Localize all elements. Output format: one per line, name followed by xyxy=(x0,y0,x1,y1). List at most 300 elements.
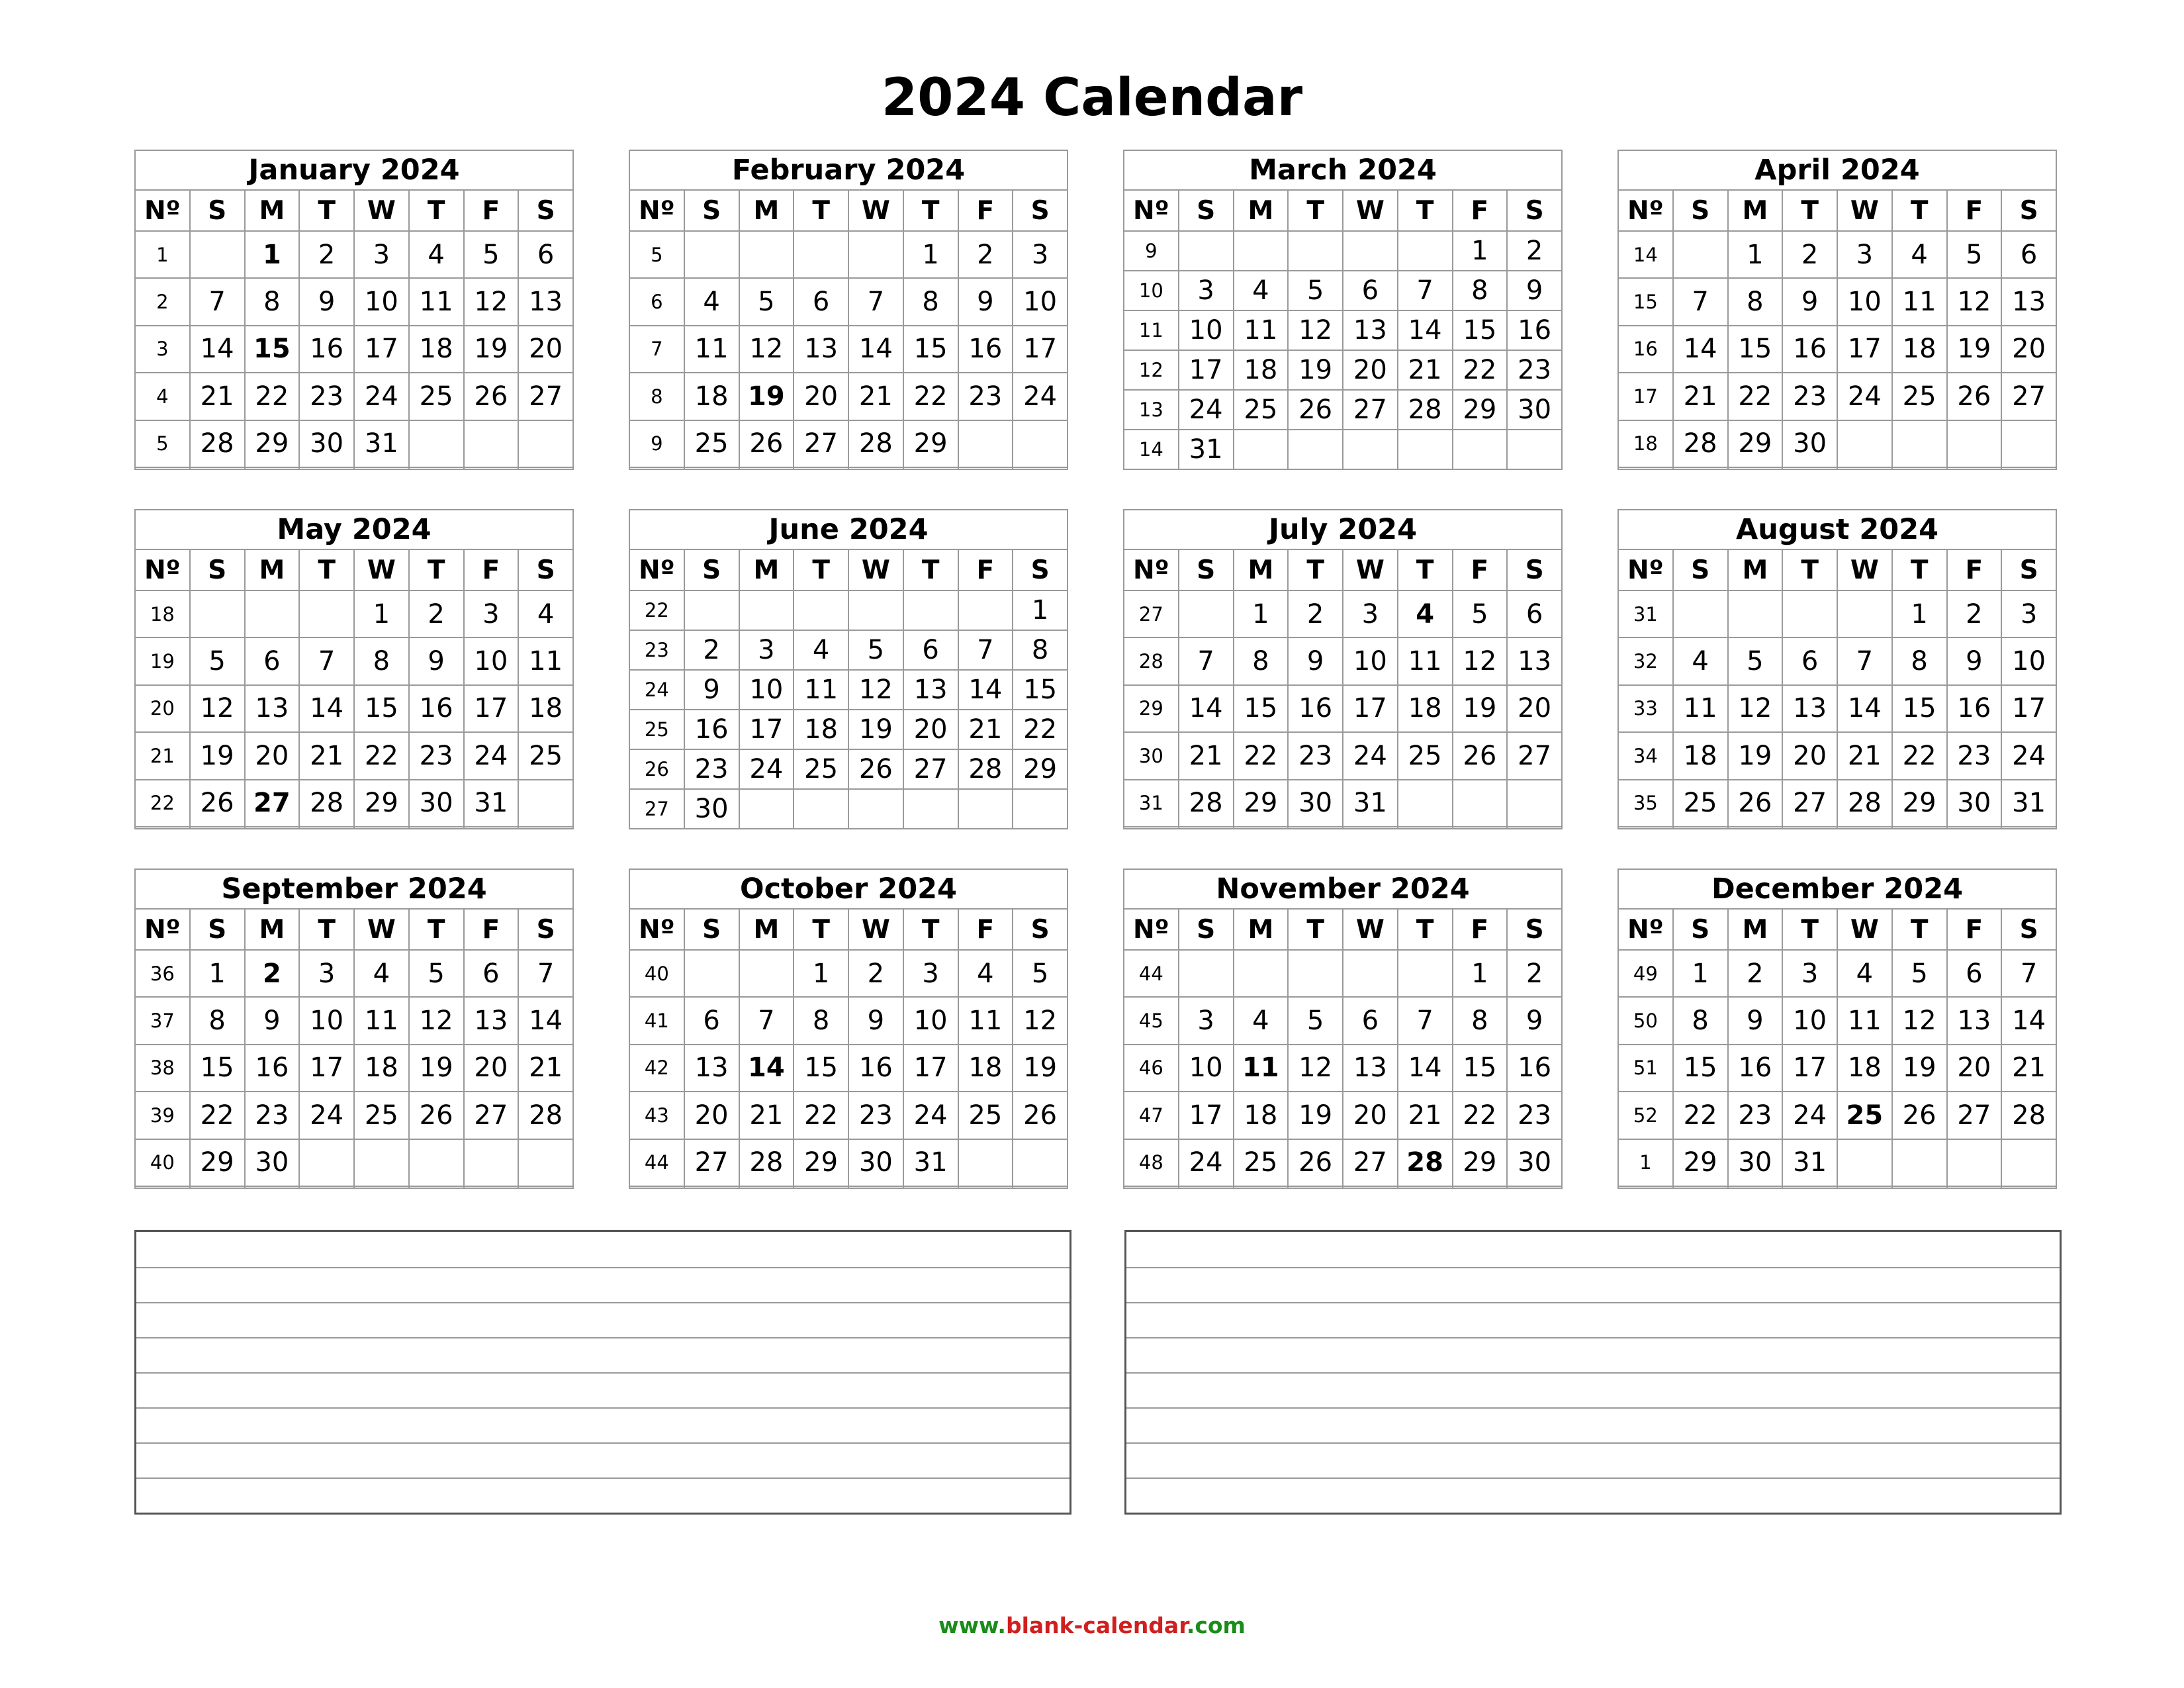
day-cell[interactable]: 20 xyxy=(794,373,848,420)
day-cell[interactable]: 29 xyxy=(1453,1139,1508,1186)
day-cell[interactable]: 20 xyxy=(1782,732,1837,779)
day-cell[interactable]: 9 xyxy=(1288,637,1343,684)
day-cell[interactable]: 6 xyxy=(2001,231,2056,278)
day-cell[interactable]: 8 xyxy=(1234,637,1289,684)
day-cell[interactable]: 2 xyxy=(299,231,354,278)
day-cell[interactable] xyxy=(1179,827,1234,829)
day-cell[interactable]: 14 xyxy=(1673,326,1728,373)
day-cell[interactable]: 22 xyxy=(1453,350,1508,390)
day-cell[interactable] xyxy=(409,827,464,829)
day-cell[interactable]: 27 xyxy=(1343,1139,1398,1186)
day-cell[interactable]: 16 xyxy=(299,326,354,373)
day-cell[interactable]: 21 xyxy=(1398,1092,1453,1139)
day-cell[interactable]: 18 xyxy=(1837,1045,1892,1092)
day-cell[interactable]: 29 xyxy=(190,1139,245,1186)
day-cell[interactable]: 5 xyxy=(1288,997,1343,1044)
day-cell[interactable] xyxy=(1947,827,2002,829)
day-cell[interactable] xyxy=(903,789,958,829)
day-cell[interactable]: 23 xyxy=(958,373,1013,420)
day-cell[interactable]: 24 xyxy=(1179,1139,1234,1186)
day-cell[interactable]: 7 xyxy=(1398,271,1453,310)
day-cell[interactable]: 8 xyxy=(1728,278,1783,325)
day-cell[interactable]: 5 xyxy=(409,950,464,997)
day-cell[interactable]: 12 xyxy=(409,997,464,1044)
day-cell[interactable] xyxy=(1947,467,2002,469)
day-cell[interactable]: 24 xyxy=(299,1092,354,1139)
day-cell[interactable] xyxy=(1398,1186,1453,1188)
day-cell[interactable] xyxy=(1728,467,1783,469)
day-cell[interactable]: 20 xyxy=(1343,1092,1398,1139)
day-cell[interactable]: 6 xyxy=(464,950,519,997)
day-cell[interactable]: 14 xyxy=(2001,997,2056,1044)
day-cell[interactable]: 25 xyxy=(518,732,573,779)
day-cell[interactable] xyxy=(518,827,573,829)
day-cell[interactable]: 26 xyxy=(1288,390,1343,430)
day-cell[interactable] xyxy=(1782,1186,1837,1188)
day-cell[interactable]: 25 xyxy=(1892,373,1947,420)
day-cell[interactable]: 29 xyxy=(1234,780,1289,827)
day-cell[interactable]: 24 xyxy=(1343,732,1398,779)
day-cell[interactable]: 23 xyxy=(1507,350,1562,390)
day-cell[interactable] xyxy=(1892,467,1947,469)
day-cell[interactable] xyxy=(245,467,300,469)
day-cell[interactable]: 3 xyxy=(464,590,519,637)
day-cell[interactable]: 18 xyxy=(1892,326,1947,373)
day-cell[interactable] xyxy=(739,231,794,278)
day-cell[interactable]: 30 xyxy=(684,789,739,829)
day-cell[interactable]: 20 xyxy=(464,1045,519,1092)
day-cell[interactable]: 29 xyxy=(1728,420,1783,467)
day-cell[interactable]: 30 xyxy=(1507,390,1562,430)
day-cell[interactable]: 8 xyxy=(903,278,958,325)
day-cell[interactable]: 13 xyxy=(903,670,958,710)
day-cell[interactable]: 22 xyxy=(1453,1092,1508,1139)
day-cell[interactable]: 7 xyxy=(848,278,903,325)
day-cell[interactable]: 25 xyxy=(958,1092,1013,1139)
day-cell[interactable]: 3 xyxy=(299,950,354,997)
day-cell[interactable]: 21 xyxy=(1837,732,1892,779)
day-cell[interactable]: 15 xyxy=(1728,326,1783,373)
day-cell[interactable]: 1 xyxy=(1453,950,1508,997)
day-cell[interactable]: 10 xyxy=(2001,637,2056,684)
day-cell[interactable]: 5 xyxy=(1288,271,1343,310)
day-cell[interactable] xyxy=(848,231,903,278)
day-cell[interactable]: 14 xyxy=(1837,685,1892,732)
day-cell[interactable]: 9 xyxy=(1507,997,1562,1044)
day-cell[interactable]: 29 xyxy=(1892,780,1947,827)
day-cell[interactable]: 3 xyxy=(903,950,958,997)
day-cell[interactable] xyxy=(684,950,739,997)
day-cell[interactable]: 9 xyxy=(958,278,1013,325)
day-cell[interactable] xyxy=(1837,1186,1892,1188)
day-cell[interactable]: 12 xyxy=(1288,1045,1343,1092)
day-cell[interactable]: 10 xyxy=(903,997,958,1044)
day-cell[interactable]: 17 xyxy=(1013,326,1068,373)
day-cell[interactable] xyxy=(1892,1139,1947,1186)
day-cell[interactable]: 30 xyxy=(1507,1139,1562,1186)
day-cell[interactable]: 10 xyxy=(1013,278,1068,325)
day-cell[interactable] xyxy=(1453,1186,1508,1188)
day-cell[interactable]: 15 xyxy=(1453,1045,1508,1092)
day-cell[interactable] xyxy=(1728,1186,1783,1188)
day-cell[interactable]: 24 xyxy=(2001,732,2056,779)
day-cell[interactable]: 29 xyxy=(245,420,300,467)
day-cell[interactable]: 26 xyxy=(1892,1092,1947,1139)
day-cell[interactable] xyxy=(1837,1139,1892,1186)
day-cell[interactable] xyxy=(739,467,794,469)
day-cell[interactable] xyxy=(1179,231,1234,271)
day-cell[interactable]: 17 xyxy=(1782,1045,1837,1092)
day-cell[interactable]: 11 xyxy=(409,278,464,325)
day-cell[interactable] xyxy=(1892,827,1947,829)
day-cell[interactable]: 22 xyxy=(1013,710,1068,749)
day-cell[interactable]: 22 xyxy=(1673,1092,1728,1139)
day-cell[interactable]: 4 xyxy=(1892,231,1947,278)
day-cell[interactable] xyxy=(739,789,794,829)
day-cell[interactable]: 19 xyxy=(409,1045,464,1092)
day-cell[interactable]: 30 xyxy=(848,1139,903,1186)
day-cell[interactable]: 20 xyxy=(518,326,573,373)
day-cell[interactable]: 18 xyxy=(794,710,848,749)
day-cell[interactable]: 1 xyxy=(1673,950,1728,997)
day-cell[interactable] xyxy=(1343,231,1398,271)
day-cell[interactable]: 11 xyxy=(354,997,409,1044)
day-cell[interactable] xyxy=(1179,950,1234,997)
day-cell[interactable]: 12 xyxy=(848,670,903,710)
day-cell[interactable]: 6 xyxy=(1507,590,1562,637)
day-cell[interactable]: 10 xyxy=(299,997,354,1044)
day-cell[interactable]: 16 xyxy=(848,1045,903,1092)
day-cell[interactable]: 15 xyxy=(1892,685,1947,732)
day-cell[interactable]: 26 xyxy=(464,373,519,420)
day-cell[interactable]: 6 xyxy=(794,278,848,325)
day-cell[interactable]: 18 xyxy=(409,326,464,373)
day-cell[interactable]: 7 xyxy=(1398,997,1453,1044)
day-cell[interactable]: 8 xyxy=(1013,630,1068,670)
day-cell[interactable]: 11 xyxy=(1673,685,1728,732)
day-cell[interactable] xyxy=(464,827,519,829)
day-cell[interactable] xyxy=(794,590,848,630)
day-cell[interactable]: 25 xyxy=(1837,1092,1892,1139)
day-cell[interactable]: 30 xyxy=(1947,780,2002,827)
day-cell[interactable]: 27 xyxy=(1947,1092,2002,1139)
day-cell[interactable] xyxy=(1288,231,1343,271)
day-cell[interactable]: 10 xyxy=(1837,278,1892,325)
day-cell[interactable]: 26 xyxy=(409,1092,464,1139)
day-cell[interactable]: 8 xyxy=(190,997,245,1044)
day-cell[interactable]: 3 xyxy=(2001,590,2056,637)
day-cell[interactable]: 27 xyxy=(245,780,300,827)
day-cell[interactable]: 7 xyxy=(958,630,1013,670)
day-cell[interactable] xyxy=(794,789,848,829)
day-cell[interactable]: 26 xyxy=(848,749,903,789)
day-cell[interactable] xyxy=(299,467,354,469)
day-cell[interactable] xyxy=(1343,1186,1398,1188)
day-cell[interactable]: 12 xyxy=(1453,637,1508,684)
day-cell[interactable]: 7 xyxy=(2001,950,2056,997)
day-cell[interactable]: 4 xyxy=(794,630,848,670)
day-cell[interactable]: 22 xyxy=(245,373,300,420)
day-cell[interactable]: 1 xyxy=(1453,231,1508,271)
day-cell[interactable]: 8 xyxy=(1453,997,1508,1044)
day-cell[interactable]: 22 xyxy=(1728,373,1783,420)
day-cell[interactable]: 3 xyxy=(739,630,794,670)
day-cell[interactable] xyxy=(1837,590,1892,637)
day-cell[interactable]: 25 xyxy=(684,420,739,467)
day-cell[interactable]: 23 xyxy=(1947,732,2002,779)
day-cell[interactable]: 19 xyxy=(1453,685,1508,732)
day-cell[interactable]: 29 xyxy=(1013,749,1068,789)
day-cell[interactable]: 27 xyxy=(1507,732,1562,779)
day-cell[interactable]: 1 xyxy=(1728,231,1783,278)
day-cell[interactable]: 23 xyxy=(684,749,739,789)
day-cell[interactable] xyxy=(1234,827,1289,829)
day-cell[interactable] xyxy=(1013,467,1068,469)
day-cell[interactable]: 13 xyxy=(684,1045,739,1092)
day-cell[interactable]: 28 xyxy=(958,749,1013,789)
day-cell[interactable] xyxy=(299,827,354,829)
day-cell[interactable] xyxy=(409,420,464,467)
day-cell[interactable]: 13 xyxy=(1782,685,1837,732)
day-cell[interactable]: 15 xyxy=(1013,670,1068,710)
day-cell[interactable]: 6 xyxy=(518,231,573,278)
day-cell[interactable]: 15 xyxy=(1453,310,1508,350)
footer-url[interactable] xyxy=(0,1613,2184,1638)
day-cell[interactable]: 28 xyxy=(848,420,903,467)
day-cell[interactable] xyxy=(1179,590,1234,637)
day-cell[interactable]: 16 xyxy=(1728,1045,1783,1092)
day-cell[interactable]: 16 xyxy=(1507,310,1562,350)
day-cell[interactable]: 6 xyxy=(245,637,300,684)
day-cell[interactable]: 2 xyxy=(409,590,464,637)
day-cell[interactable]: 10 xyxy=(1179,310,1234,350)
day-cell[interactable]: 4 xyxy=(518,590,573,637)
day-cell[interactable]: 11 xyxy=(794,670,848,710)
day-cell[interactable] xyxy=(1507,780,1562,827)
day-cell[interactable] xyxy=(1343,827,1398,829)
day-cell[interactable] xyxy=(1398,231,1453,271)
day-cell[interactable]: 21 xyxy=(739,1092,794,1139)
day-cell[interactable] xyxy=(190,231,245,278)
day-cell[interactable]: 23 xyxy=(299,373,354,420)
day-cell[interactable]: 18 xyxy=(518,685,573,732)
day-cell[interactable]: 9 xyxy=(1947,637,2002,684)
day-cell[interactable]: 24 xyxy=(464,732,519,779)
day-cell[interactable]: 17 xyxy=(354,326,409,373)
day-cell[interactable]: 10 xyxy=(464,637,519,684)
day-cell[interactable]: 2 xyxy=(1507,231,1562,271)
day-cell[interactable] xyxy=(464,420,519,467)
day-cell[interactable]: 11 xyxy=(958,997,1013,1044)
day-cell[interactable]: 24 xyxy=(903,1092,958,1139)
day-cell[interactable]: 28 xyxy=(299,780,354,827)
day-cell[interactable] xyxy=(518,780,573,827)
day-cell[interactable]: 5 xyxy=(1892,950,1947,997)
day-cell[interactable] xyxy=(848,789,903,829)
day-cell[interactable]: 13 xyxy=(1947,997,2002,1044)
day-cell[interactable]: 15 xyxy=(903,326,958,373)
day-cell[interactable]: 1 xyxy=(1234,590,1289,637)
day-cell[interactable]: 4 xyxy=(1234,271,1289,310)
day-cell[interactable]: 13 xyxy=(794,326,848,373)
day-cell[interactable]: 22 xyxy=(903,373,958,420)
day-cell[interactable]: 19 xyxy=(1947,326,2002,373)
day-cell[interactable]: 16 xyxy=(1947,685,2002,732)
day-cell[interactable]: 21 xyxy=(2001,1045,2056,1092)
day-cell[interactable] xyxy=(1728,827,1783,829)
day-cell[interactable]: 15 xyxy=(794,1045,848,1092)
day-cell[interactable] xyxy=(848,1186,903,1188)
day-cell[interactable] xyxy=(958,1186,1013,1188)
day-cell[interactable] xyxy=(1782,467,1837,469)
day-cell[interactable]: 10 xyxy=(739,670,794,710)
day-cell[interactable]: 10 xyxy=(1343,637,1398,684)
day-cell[interactable] xyxy=(464,1186,519,1188)
day-cell[interactable]: 21 xyxy=(958,710,1013,749)
day-cell[interactable] xyxy=(1673,590,1728,637)
day-cell[interactable]: 7 xyxy=(1837,637,1892,684)
day-cell[interactable] xyxy=(299,1139,354,1186)
day-cell[interactable]: 5 xyxy=(1013,950,1068,997)
day-cell[interactable] xyxy=(245,1186,300,1188)
day-cell[interactable]: 3 xyxy=(1782,950,1837,997)
day-cell[interactable]: 9 xyxy=(1728,997,1783,1044)
day-cell[interactable]: 29 xyxy=(903,420,958,467)
day-cell[interactable] xyxy=(2001,827,2056,829)
day-cell[interactable]: 4 xyxy=(1234,997,1289,1044)
day-cell[interactable]: 26 xyxy=(1947,373,2002,420)
day-cell[interactable]: 7 xyxy=(739,997,794,1044)
day-cell[interactable]: 3 xyxy=(1179,997,1234,1044)
day-cell[interactable]: 18 xyxy=(354,1045,409,1092)
day-cell[interactable]: 9 xyxy=(245,997,300,1044)
day-cell[interactable]: 27 xyxy=(1343,390,1398,430)
day-cell[interactable]: 9 xyxy=(299,278,354,325)
day-cell[interactable]: 31 xyxy=(1179,430,1234,469)
day-cell[interactable]: 2 xyxy=(1728,950,1783,997)
day-cell[interactable]: 9 xyxy=(848,997,903,1044)
day-cell[interactable]: 25 xyxy=(1398,732,1453,779)
day-cell[interactable]: 12 xyxy=(1728,685,1783,732)
day-cell[interactable]: 14 xyxy=(1398,310,1453,350)
day-cell[interactable] xyxy=(1507,1186,1562,1188)
day-cell[interactable]: 6 xyxy=(1782,637,1837,684)
day-cell[interactable]: 7 xyxy=(190,278,245,325)
day-cell[interactable] xyxy=(518,1186,573,1188)
day-cell[interactable]: 12 xyxy=(464,278,519,325)
day-cell[interactable]: 2 xyxy=(1288,590,1343,637)
notes-box-left[interactable] xyxy=(134,1230,1071,1515)
day-cell[interactable]: 14 xyxy=(739,1045,794,1092)
day-cell[interactable]: 16 xyxy=(684,710,739,749)
day-cell[interactable]: 12 xyxy=(1892,997,1947,1044)
day-cell[interactable] xyxy=(1013,420,1068,467)
day-cell[interactable] xyxy=(684,231,739,278)
day-cell[interactable] xyxy=(1288,950,1343,997)
day-cell[interactable]: 22 xyxy=(1234,732,1289,779)
day-cell[interactable] xyxy=(1234,1186,1289,1188)
day-cell[interactable]: 1 xyxy=(245,231,300,278)
day-cell[interactable]: 10 xyxy=(1179,1045,1234,1092)
day-cell[interactable]: 26 xyxy=(739,420,794,467)
day-cell[interactable] xyxy=(464,467,519,469)
day-cell[interactable]: 3 xyxy=(1343,590,1398,637)
day-cell[interactable]: 16 xyxy=(245,1045,300,1092)
day-cell[interactable]: 21 xyxy=(848,373,903,420)
day-cell[interactable] xyxy=(1673,827,1728,829)
day-cell[interactable] xyxy=(518,467,573,469)
day-cell[interactable]: 16 xyxy=(1288,685,1343,732)
day-cell[interactable]: 20 xyxy=(1947,1045,2002,1092)
day-cell[interactable]: 19 xyxy=(1728,732,1783,779)
day-cell[interactable]: 13 xyxy=(518,278,573,325)
day-cell[interactable]: 10 xyxy=(1782,997,1837,1044)
day-cell[interactable]: 20 xyxy=(2001,326,2056,373)
day-cell[interactable]: 27 xyxy=(684,1139,739,1186)
day-cell[interactable]: 14 xyxy=(848,326,903,373)
day-cell[interactable] xyxy=(739,950,794,997)
day-cell[interactable]: 15 xyxy=(190,1045,245,1092)
day-cell[interactable] xyxy=(1179,1186,1234,1188)
day-cell[interactable]: 21 xyxy=(1179,732,1234,779)
day-cell[interactable]: 21 xyxy=(1673,373,1728,420)
day-cell[interactable]: 8 xyxy=(1892,637,1947,684)
day-cell[interactable]: 20 xyxy=(1507,685,1562,732)
day-cell[interactable]: 4 xyxy=(958,950,1013,997)
day-cell[interactable]: 11 xyxy=(1234,310,1289,350)
day-cell[interactable] xyxy=(354,1139,409,1186)
day-cell[interactable]: 17 xyxy=(299,1045,354,1092)
day-cell[interactable]: 9 xyxy=(409,637,464,684)
day-cell[interactable]: 8 xyxy=(1673,997,1728,1044)
day-cell[interactable]: 30 xyxy=(1782,420,1837,467)
day-cell[interactable] xyxy=(1453,430,1508,469)
day-cell[interactable]: 19 xyxy=(848,710,903,749)
day-cell[interactable]: 18 xyxy=(1234,350,1289,390)
day-cell[interactable] xyxy=(1782,590,1837,637)
day-cell[interactable] xyxy=(1507,827,1562,829)
day-cell[interactable] xyxy=(1892,1186,1947,1188)
day-cell[interactable]: 22 xyxy=(1892,732,1947,779)
day-cell[interactable]: 17 xyxy=(2001,685,2056,732)
day-cell[interactable]: 28 xyxy=(1837,780,1892,827)
day-cell[interactable] xyxy=(1837,420,1892,467)
day-cell[interactable]: 18 xyxy=(1673,732,1728,779)
day-cell[interactable]: 31 xyxy=(1343,780,1398,827)
day-cell[interactable]: 6 xyxy=(1343,997,1398,1044)
day-cell[interactable]: 24 xyxy=(1782,1092,1837,1139)
day-cell[interactable]: 28 xyxy=(190,420,245,467)
day-cell[interactable] xyxy=(1288,1186,1343,1188)
day-cell[interactable]: 31 xyxy=(464,780,519,827)
day-cell[interactable] xyxy=(1453,780,1508,827)
day-cell[interactable]: 11 xyxy=(1398,637,1453,684)
day-cell[interactable]: 19 xyxy=(190,732,245,779)
day-cell[interactable] xyxy=(2001,420,2056,467)
day-cell[interactable]: 16 xyxy=(1782,326,1837,373)
day-cell[interactable]: 3 xyxy=(1837,231,1892,278)
day-cell[interactable]: 17 xyxy=(1179,1092,1234,1139)
day-cell[interactable]: 17 xyxy=(1343,685,1398,732)
day-cell[interactable]: 19 xyxy=(1013,1045,1068,1092)
day-cell[interactable]: 27 xyxy=(518,373,573,420)
day-cell[interactable]: 17 xyxy=(739,710,794,749)
day-cell[interactable] xyxy=(409,1186,464,1188)
day-cell[interactable]: 3 xyxy=(354,231,409,278)
day-cell[interactable]: 19 xyxy=(739,373,794,420)
day-cell[interactable]: 9 xyxy=(1782,278,1837,325)
day-cell[interactable] xyxy=(1398,950,1453,997)
